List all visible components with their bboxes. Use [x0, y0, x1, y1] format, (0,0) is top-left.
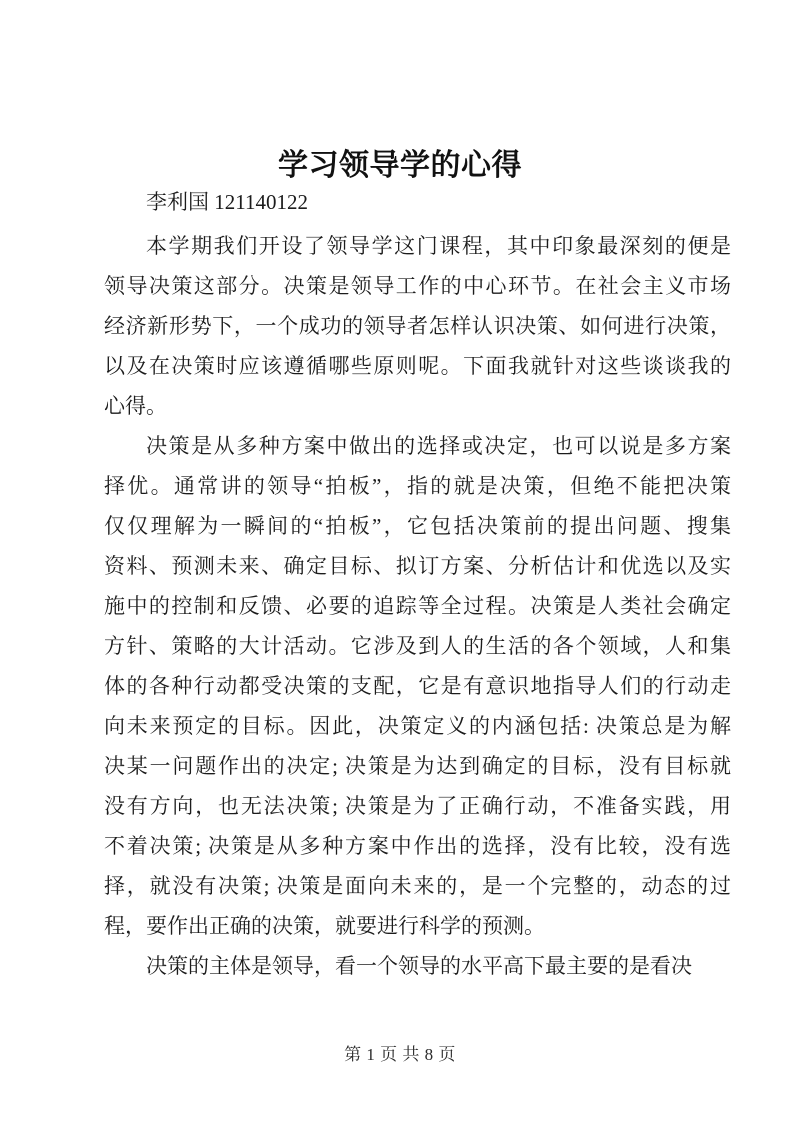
body-line: 程，要作出正确的决策，就要进行科学的预测。	[104, 914, 545, 938]
body-line: 经济新形势下，一个成功的领导者怎样认识决策、如何进行决策，	[104, 314, 731, 338]
author-line: 李利国 121140122	[146, 190, 308, 214]
body-line: 向未来预定的目标。因此，决策定义的内涵包括: 决策总是为解	[104, 714, 731, 738]
body-line: 本学期我们开设了领导学这门课程，其中印象最深刻的便是	[146, 234, 731, 258]
body-line: 没有方向，也无法决策; 决策是为了正确行动，不准备实践，用	[104, 794, 731, 818]
body-line: 仅仅理解为一瞬间的“拍板”，它包括决策前的提出问题、搜集	[104, 514, 731, 538]
body-line: 决策的主体是领导，看一个领导的水平高下最主要的是看决	[146, 954, 692, 978]
page-footer	[0, 1040, 800, 1065]
page-number-text: 第 1 页 共 8 页	[344, 1045, 456, 1064]
body-line: 择优。通常讲的领导“拍板”，指的就是决策，但绝不能把决策	[104, 474, 731, 498]
body-line: 领导决策这部分。决策是领导工作的中心环节。在社会主义市场	[104, 274, 731, 298]
body-line: 择，就没有决策; 决策是面向未来的，是一个完整的，动态的过	[104, 874, 731, 898]
body-line: 心得。	[104, 394, 167, 418]
body-line: 不着决策; 决策是从多种方案中作出的选择，没有比较，没有选	[104, 834, 731, 858]
document-body	[104, 226, 731, 986]
body-line: 决某一问题作出的决定; 决策是为达到确定的目标，没有目标就	[104, 754, 731, 778]
body-line: 决策是从多种方案中做出的选择或决定，也可以说是多方案	[146, 434, 731, 458]
body-line: 以及在决策时应该遵循哪些原则呢。下面我就针对这些谈谈我的	[104, 354, 731, 378]
body-line: 方针、策略的大计活动。它涉及到人的生活的各个领域，人和集	[104, 634, 731, 658]
body-line: 施中的控制和反馈、必要的追踪等全过程。决策是人类社会确定	[104, 594, 731, 618]
document-title: 学习领导学的心得	[278, 149, 522, 182]
body-line: 体的各种行动都受决策的支配，它是有意识地指导人们的行动走	[104, 674, 731, 698]
body-line: 资料、预测未来、确定目标、拟订方案、分析估计和优选以及实	[104, 554, 731, 578]
